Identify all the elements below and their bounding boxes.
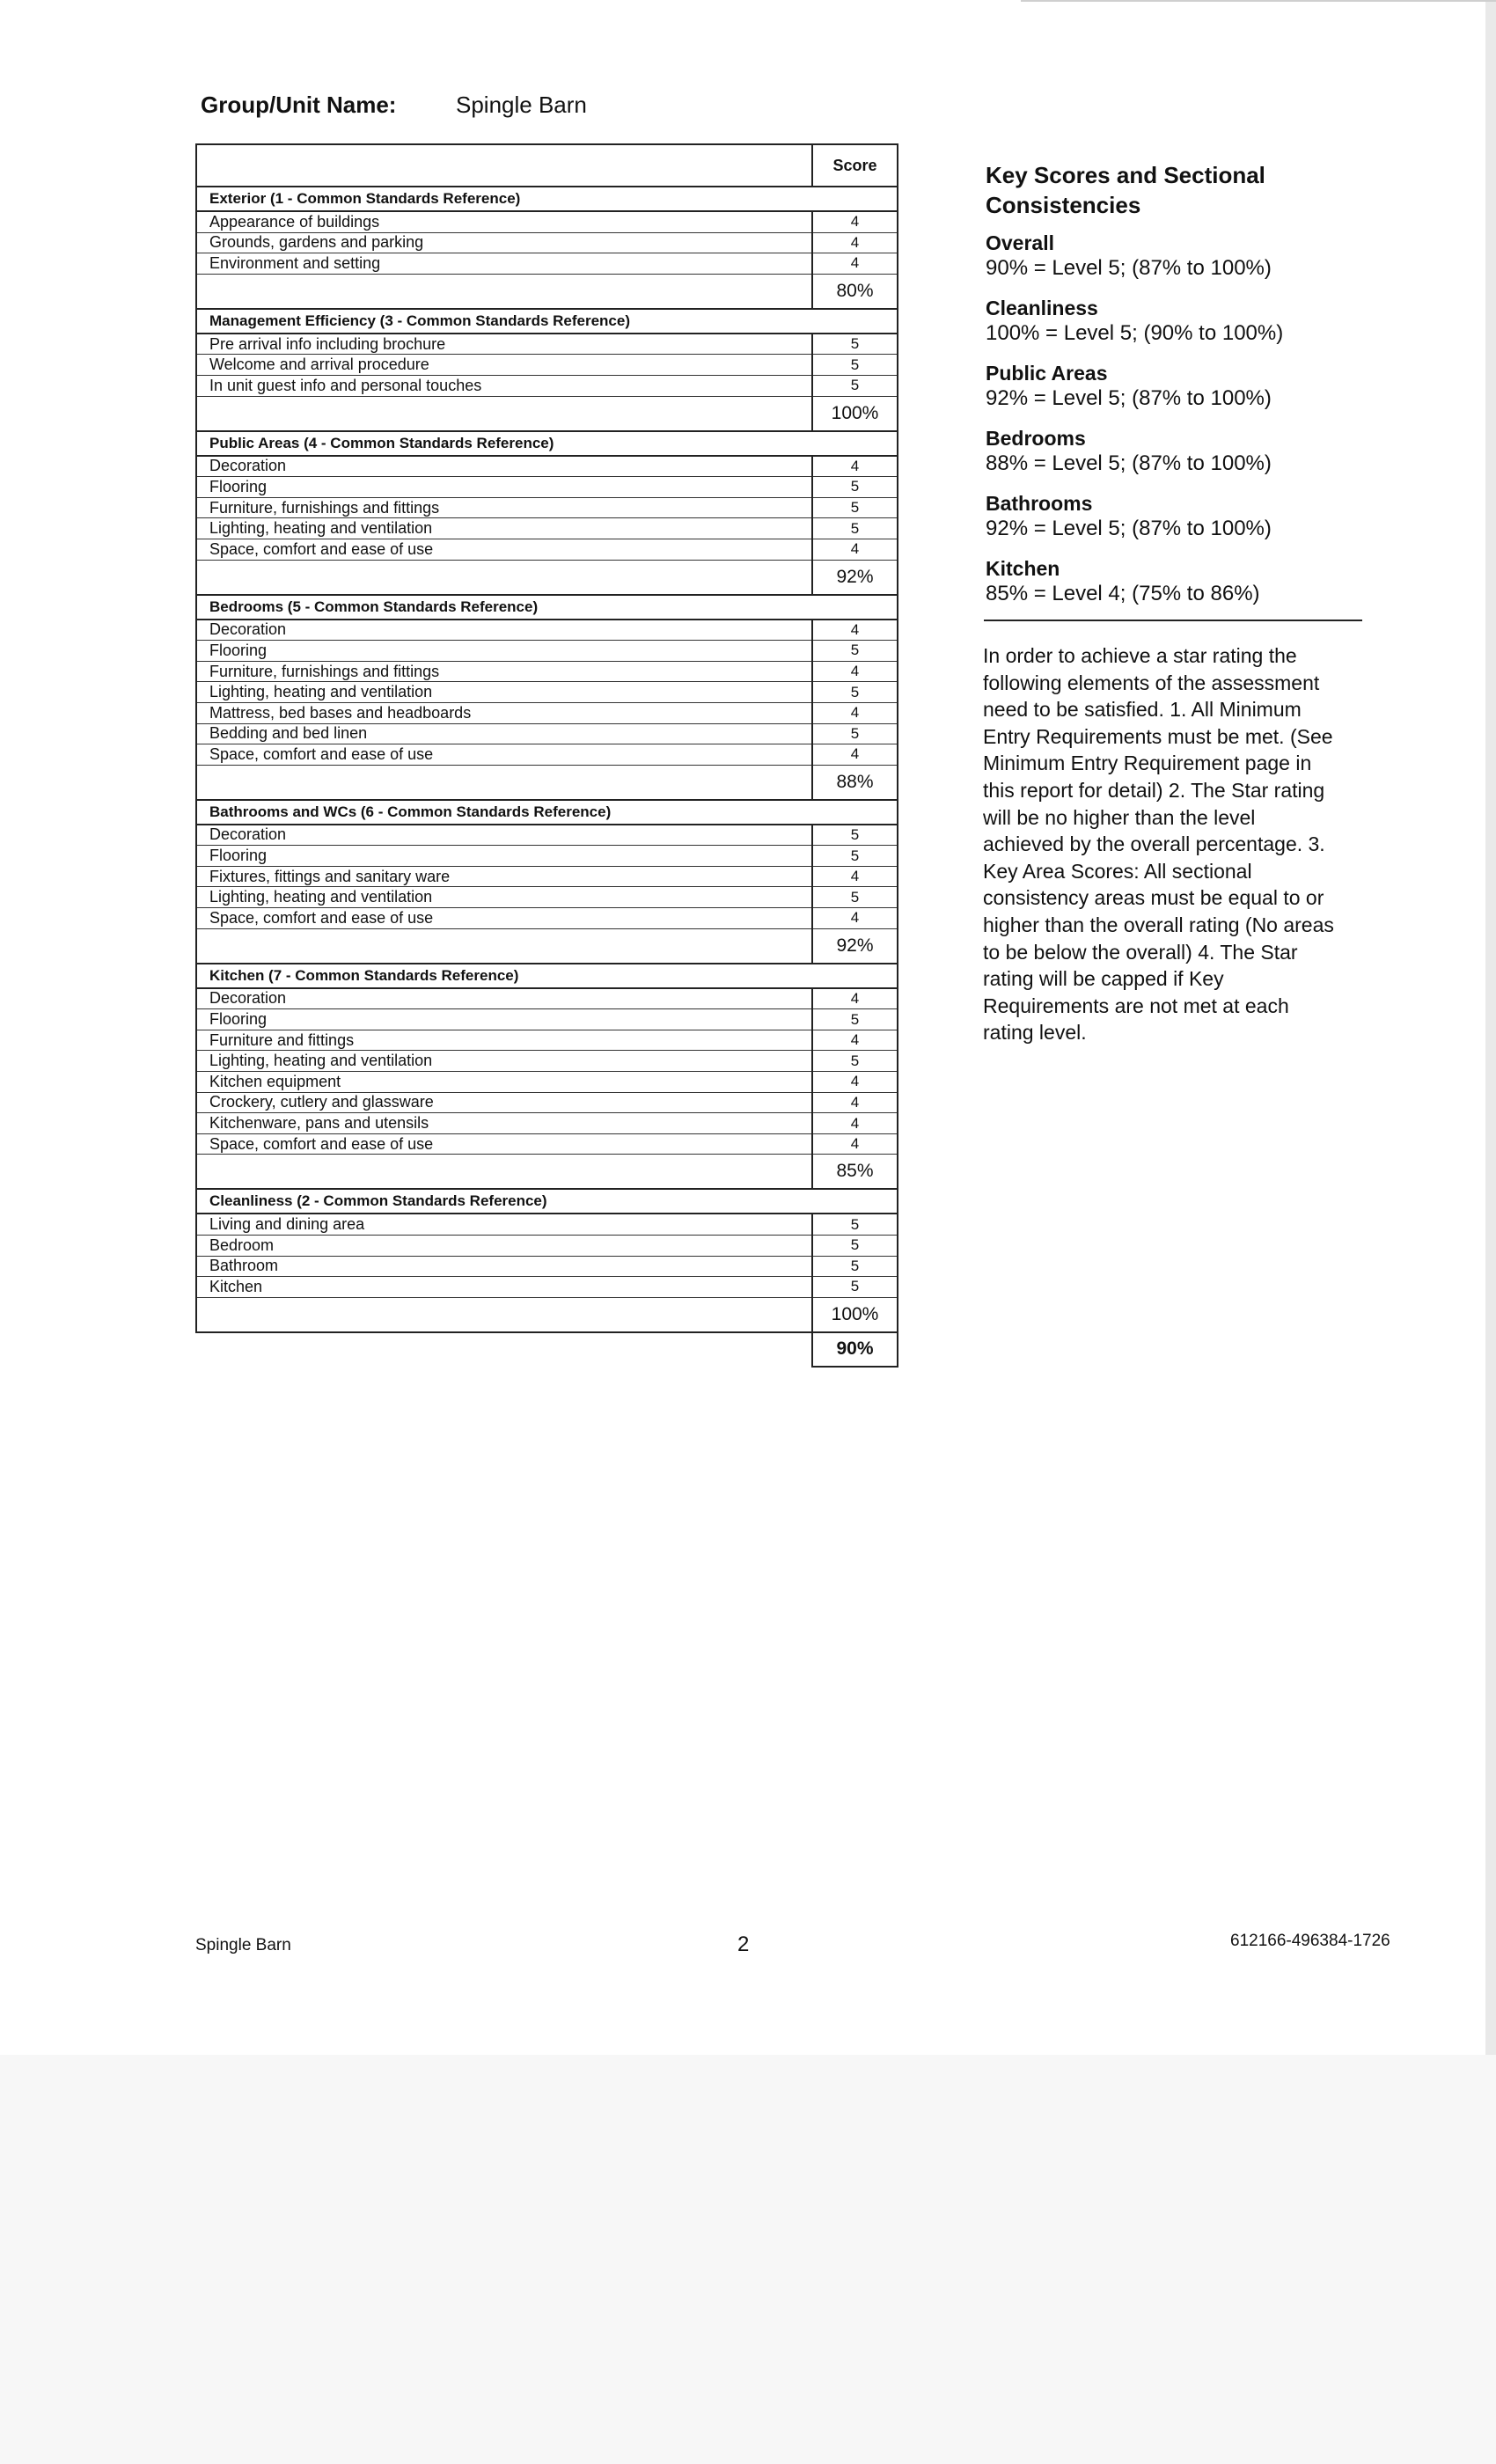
section-percent: 100% — [812, 1297, 898, 1332]
criterion-score: 4 — [812, 456, 898, 477]
table-row — [196, 1051, 898, 1072]
criterion-name: Pre arrival info including brochure — [196, 334, 812, 355]
score-table-body — [196, 144, 898, 1367]
key-score-label: Overall — [986, 231, 1054, 254]
criterion-name: Kitchen equipment — [196, 1072, 812, 1093]
table-row — [196, 682, 898, 703]
criterion-name: Flooring — [196, 641, 812, 662]
table-row — [196, 825, 898, 846]
key-scores-list — [986, 231, 1373, 607]
table-row — [196, 723, 898, 744]
criterion-name: Bedding and bed linen — [196, 723, 812, 744]
criterion-name: Environment and setting — [196, 253, 812, 275]
section-percent-row — [196, 274, 898, 309]
section-title: Bathrooms and WCs (6 - Common Standards Reference) — [196, 800, 898, 825]
table-row — [196, 661, 898, 682]
criterion-score: 5 — [812, 1214, 898, 1235]
section-percent-blank — [196, 928, 812, 964]
criterion-name: Living and dining area — [196, 1214, 812, 1235]
criterion-name: Lighting, heating and ventilation — [196, 682, 812, 703]
table-row — [196, 355, 898, 376]
table-row — [196, 1277, 898, 1298]
criterion-score: 4 — [812, 702, 898, 723]
section-percent-blank — [196, 396, 812, 431]
criterion-name: Grounds, gardens and parking — [196, 232, 812, 253]
section-header-row — [196, 187, 898, 211]
section-percent-row — [196, 1155, 898, 1190]
section-percent: 92% — [812, 560, 898, 595]
table-row — [196, 253, 898, 275]
table-row — [196, 211, 898, 232]
key-score-value: 92% = Level 5; (87% to 100%) — [986, 517, 1272, 540]
criterion-score: 5 — [812, 477, 898, 498]
table-row — [196, 1236, 898, 1257]
key-scores-panel — [986, 160, 1373, 621]
section-title: Kitchen (7 - Common Standards Reference) — [196, 964, 898, 988]
table-row — [196, 702, 898, 723]
overall-percent: 90% — [812, 1332, 898, 1367]
criterion-score: 4 — [812, 1113, 898, 1134]
section-header-row — [196, 309, 898, 334]
criterion-name: Decoration — [196, 988, 812, 1009]
section-percent: 100% — [812, 396, 898, 431]
section-percent-blank — [196, 765, 812, 800]
criterion-name: Space, comfort and ease of use — [196, 744, 812, 766]
table-row — [196, 497, 898, 518]
key-score-value: 88% = Level 5; (87% to 100%) — [986, 451, 1272, 475]
table-row — [196, 1133, 898, 1155]
section-percent-row — [196, 1297, 898, 1332]
criterion-score: 5 — [812, 846, 898, 867]
criterion-name: Bathroom — [196, 1256, 812, 1277]
overall-blank — [196, 1332, 812, 1367]
criterion-name: Kitchen — [196, 1277, 812, 1298]
criterion-name: Fixtures, fittings and sanitary ware — [196, 866, 812, 887]
group-unit-header — [201, 92, 587, 119]
criterion-name: Furniture and fittings — [196, 1030, 812, 1051]
criterion-score: 4 — [812, 211, 898, 232]
criterion-score: 4 — [812, 539, 898, 560]
criterion-score: 4 — [812, 988, 898, 1009]
section-percent-blank — [196, 274, 812, 309]
table-row — [196, 539, 898, 560]
criterion-score: 4 — [812, 744, 898, 766]
table-header-row — [196, 144, 898, 187]
criterion-score: 4 — [812, 1030, 898, 1051]
table-row — [196, 887, 898, 908]
section-header-row — [196, 800, 898, 825]
criterion-name: Space, comfort and ease of use — [196, 1133, 812, 1155]
key-score-label: Public Areas — [986, 362, 1108, 385]
section-percent-row — [196, 396, 898, 431]
key-score-value: 85% = Level 4; (75% to 86%) — [986, 582, 1260, 605]
criterion-score: 5 — [812, 1051, 898, 1072]
table-row — [196, 744, 898, 766]
table-row — [196, 1009, 898, 1030]
criterion-name: Furniture, furnishings and fittings — [196, 661, 812, 682]
table-row — [196, 866, 898, 887]
table-row — [196, 620, 898, 641]
table-row — [196, 1214, 898, 1235]
star-rating-notes: In order to achieve a star rating the following elements of the assessment need to be satisfied. 1. All Minimum Entry Requirements must be met. (See Minimum Entry Requirement page in this report for detail) 2. The Star rating will be no higher than the level achieved by the overall percentage. 3. Key Area Scores: All sectional consistency areas must be equal to or higher than the overall rating (No areas to be below the overall) 4. The Star rating will be capped if Key Requirements are not met at each rating level. — [983, 644, 1334, 1045]
criterion-score: 5 — [812, 682, 898, 703]
key-score-label: Bathrooms — [986, 492, 1093, 515]
section-percent: 85% — [812, 1155, 898, 1190]
key-score-value: 100% = Level 5; (90% to 100%) — [986, 321, 1284, 345]
key-score-label: Cleanliness — [986, 297, 1098, 319]
criterion-name: Space, comfort and ease of use — [196, 908, 812, 929]
key-score-value: 90% = Level 5; (87% to 100%) — [986, 256, 1272, 280]
criterion-name: Decoration — [196, 456, 812, 477]
table-row — [196, 988, 898, 1009]
criterion-name: Lighting, heating and ventilation — [196, 518, 812, 539]
criterion-name: Crockery, cutlery and glassware — [196, 1092, 812, 1113]
criterion-score: 5 — [812, 887, 898, 908]
criterion-score: 5 — [812, 1277, 898, 1298]
group-unit-label: Group/Unit Name: — [201, 92, 397, 118]
table-row — [196, 1113, 898, 1134]
criterion-name: Appearance of buildings — [196, 211, 812, 232]
table-row — [196, 908, 898, 929]
key-score-value: 92% = Level 5; (87% to 100%) — [986, 386, 1272, 410]
criterion-name: Space, comfort and ease of use — [196, 539, 812, 560]
scan-edge-shadow — [1485, 0, 1496, 2055]
section-title: Management Efficiency (3 - Common Standards Reference) — [196, 309, 898, 334]
criterion-name: Lighting, heating and ventilation — [196, 1051, 812, 1072]
criterion-name: Kitchenware, pans and utensils — [196, 1113, 812, 1134]
section-title: Exterior (1 - Common Standards Reference) — [196, 187, 898, 211]
criterion-score: 4 — [812, 1072, 898, 1093]
table-header-blank — [196, 144, 812, 187]
criterion-score: 4 — [812, 866, 898, 887]
section-percent: 80% — [812, 274, 898, 309]
criterion-score: 5 — [812, 497, 898, 518]
table-row — [196, 641, 898, 662]
section-title: Bedrooms (5 - Common Standards Reference) — [196, 595, 898, 620]
table-row — [196, 1256, 898, 1277]
section-percent-blank — [196, 1297, 812, 1332]
table-row — [196, 1030, 898, 1051]
key-scores-title: Key Scores and Sectional Consistencies — [986, 162, 1265, 218]
table-row — [196, 1072, 898, 1093]
table-row — [196, 518, 898, 539]
criterion-score: 5 — [812, 723, 898, 744]
footer-reference: 612166-496384-1726 — [1230, 1932, 1390, 1950]
criterion-name: In unit guest info and personal touches — [196, 375, 812, 396]
criterion-score: 4 — [812, 1092, 898, 1113]
criterion-score: 4 — [812, 661, 898, 682]
criterion-name: Flooring — [196, 1009, 812, 1030]
section-title: Public Areas (4 - Common Standards Reference) — [196, 431, 898, 456]
section-percent: 88% — [812, 765, 898, 800]
criterion-name: Welcome and arrival procedure — [196, 355, 812, 376]
key-scores-divider — [984, 620, 1362, 621]
criterion-score: 5 — [812, 334, 898, 355]
table-row — [196, 334, 898, 355]
criterion-score: 5 — [812, 355, 898, 376]
criterion-score: 5 — [812, 1256, 898, 1277]
section-percent-row — [196, 560, 898, 595]
section-header-row — [196, 1189, 898, 1214]
criterion-score: 5 — [812, 518, 898, 539]
section-title: Cleanliness (2 - Common Standards Reference) — [196, 1189, 898, 1214]
scan-background-bottom — [0, 2055, 1496, 2464]
criterion-score: 5 — [812, 375, 898, 396]
criterion-name: Decoration — [196, 620, 812, 641]
criterion-score: 5 — [812, 1009, 898, 1030]
criterion-name: Flooring — [196, 477, 812, 498]
section-header-row — [196, 964, 898, 988]
criterion-score: 4 — [812, 253, 898, 275]
criterion-name: Decoration — [196, 825, 812, 846]
score-table — [195, 143, 898, 1368]
criterion-name: Lighting, heating and ventilation — [196, 887, 812, 908]
footer-page-number: 2 — [737, 1932, 750, 1956]
scan-top-line — [1021, 0, 1496, 2]
overall-row — [196, 1332, 898, 1367]
section-percent-row — [196, 765, 898, 800]
criterion-score: 4 — [812, 232, 898, 253]
criterion-score: 5 — [812, 1236, 898, 1257]
criterion-score: 5 — [812, 641, 898, 662]
section-percent-blank — [196, 560, 812, 595]
criterion-score: 4 — [812, 620, 898, 641]
criterion-name: Bedroom — [196, 1236, 812, 1257]
criterion-name: Flooring — [196, 846, 812, 867]
group-unit-value: Spingle Barn — [456, 92, 587, 118]
section-header-row — [196, 595, 898, 620]
section-header-row — [196, 431, 898, 456]
table-row — [196, 477, 898, 498]
criterion-name: Furniture, furnishings and fittings — [196, 497, 812, 518]
criterion-score: 5 — [812, 825, 898, 846]
table-row — [196, 232, 898, 253]
criterion-score: 4 — [812, 908, 898, 929]
key-score-label: Bedrooms — [986, 427, 1086, 450]
score-column-header: Score — [812, 144, 898, 187]
table-row — [196, 375, 898, 396]
table-row — [196, 1092, 898, 1113]
section-percent-blank — [196, 1155, 812, 1190]
criterion-score: 4 — [812, 1133, 898, 1155]
table-row — [196, 846, 898, 867]
section-percent-row — [196, 928, 898, 964]
table-row — [196, 456, 898, 477]
section-percent: 92% — [812, 928, 898, 964]
criterion-name: Mattress, bed bases and headboards — [196, 702, 812, 723]
key-score-label: Kitchen — [986, 557, 1060, 580]
footer-property-name: Spingle Barn — [195, 1936, 291, 1954]
